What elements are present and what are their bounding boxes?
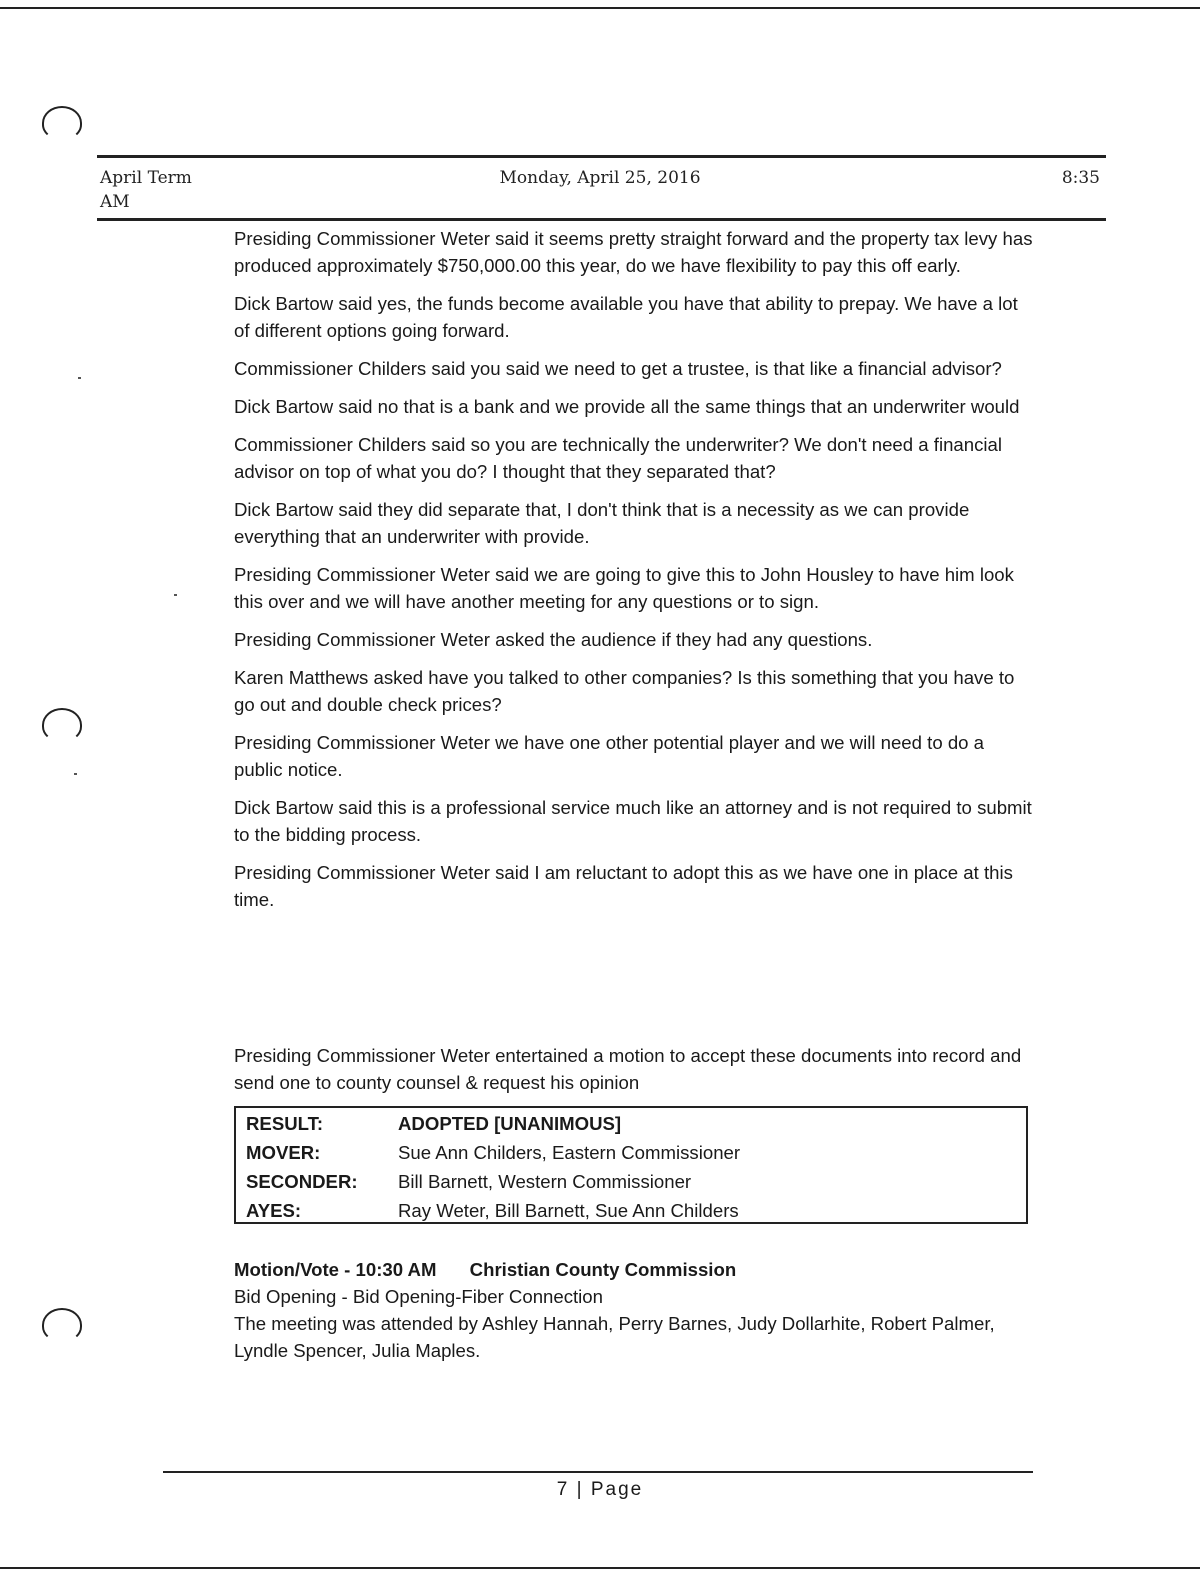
scan-speck <box>174 594 177 596</box>
minutes-paragraph: Presiding Commissioner Weter said we are going to give this to John Housley to have him look this over and we will have another meeting for any questions or to sign. <box>234 564 1014 612</box>
agenda-heading-body: Christian County Commission <box>469 1259 737 1280</box>
mover-label: MOVER: <box>246 1142 321 1163</box>
next-agenda-item <box>234 1256 1034 1364</box>
minutes-body <box>234 225 1034 924</box>
term-label: April Term <box>100 168 192 188</box>
seconder-label: SECONDER: <box>246 1171 358 1192</box>
agenda-heading-time: Motion/Vote - 10:30 AM <box>234 1259 437 1280</box>
result-label: RESULT: <box>246 1113 324 1134</box>
punch-hole-icon <box>42 708 82 742</box>
scan-bottom-edge <box>0 1567 1200 1569</box>
minutes-paragraph: Dick Bartow said no that is a bank and we provide all the same things that an underwriter would <box>234 396 1020 417</box>
minutes-paragraph: Dick Bartow said this is a professional service much like an attorney and is not required to submit to the bidding process. <box>234 797 1032 845</box>
scan-top-edge <box>0 7 1200 9</box>
scan-speck <box>74 773 77 775</box>
seconder-value: Bill Barnett, Western Commissioner <box>398 1171 692 1192</box>
ayes-value: Ray Weter, Bill Barnett, Sue Ann Childers <box>398 1200 739 1221</box>
agenda-heading <box>234 1256 1034 1283</box>
bid-opening-line: Bid Opening - Bid Opening-Fiber Connection <box>234 1286 603 1307</box>
footer-rule <box>163 1471 1033 1473</box>
motion-text: Presiding Commissioner Weter entertained a motion to accept these documents into record and send one to county counsel & request his opinion <box>234 1045 1022 1093</box>
page-header-time: 8:35 <box>1061 168 1100 188</box>
minutes-paragraph: Commissioner Childers said you said we need to get a trustee, is that like a financial advisor? <box>234 358 1002 379</box>
minutes-paragraph: Commissioner Childers said so you are technically the underwriter? We don't need a financial advisor on top of what you do? I thought that they separated that? <box>234 434 1002 482</box>
page-header-date: Monday, April 25, 2016 <box>499 168 701 188</box>
page-number: 7 | Page <box>556 1479 644 1500</box>
result-value: ADOPTED [UNANIMOUS] <box>398 1113 622 1134</box>
minutes-paragraph: Presiding Commissioner Weter said it seems pretty straight forward and the property tax levy has produced approximately $750,000.00 this year, do we have flexibility to pay this off early. <box>234 228 1033 276</box>
header-bottom-rule <box>97 218 1106 221</box>
vote-result-table <box>234 1106 1028 1224</box>
scan-speck <box>78 377 81 379</box>
attendance-text: The meeting was attended by Ashley Hannah, Perry Barnes, Judy Dollarhite, Robert Palmer, Lyndle Spencer, Julia Maples. <box>234 1313 995 1361</box>
minutes-paragraph: Presiding Commissioner Weter asked the audience if they had any questions. <box>234 629 873 650</box>
ampm-label: AM <box>100 192 130 212</box>
minutes-paragraph: Dick Bartow said yes, the funds become available you have that ability to prepay. We have a lot of different options going forward. <box>234 293 1018 341</box>
ayes-label: AYES: <box>246 1200 302 1221</box>
punch-hole-icon <box>42 1308 82 1342</box>
punch-hole-icon <box>42 106 82 140</box>
mover-value: Sue Ann Childers, Eastern Commissioner <box>398 1142 741 1163</box>
minutes-paragraph: Presiding Commissioner Weter said I am reluctant to adopt this as we have one in place at this time. <box>234 862 1013 910</box>
minutes-paragraph: Karen Matthews asked have you talked to other companies? Is this something that you have to go out and double check prices? <box>234 667 1015 715</box>
minutes-paragraph: Presiding Commissioner Weter we have one other potential player and we will need to do a public notice. <box>234 732 985 780</box>
minutes-paragraph: Dick Bartow said they did separate that, I don't think that is a necessity as we can provide everything that an underwriter with provide. <box>234 499 970 547</box>
header-top-rule <box>97 155 1106 158</box>
